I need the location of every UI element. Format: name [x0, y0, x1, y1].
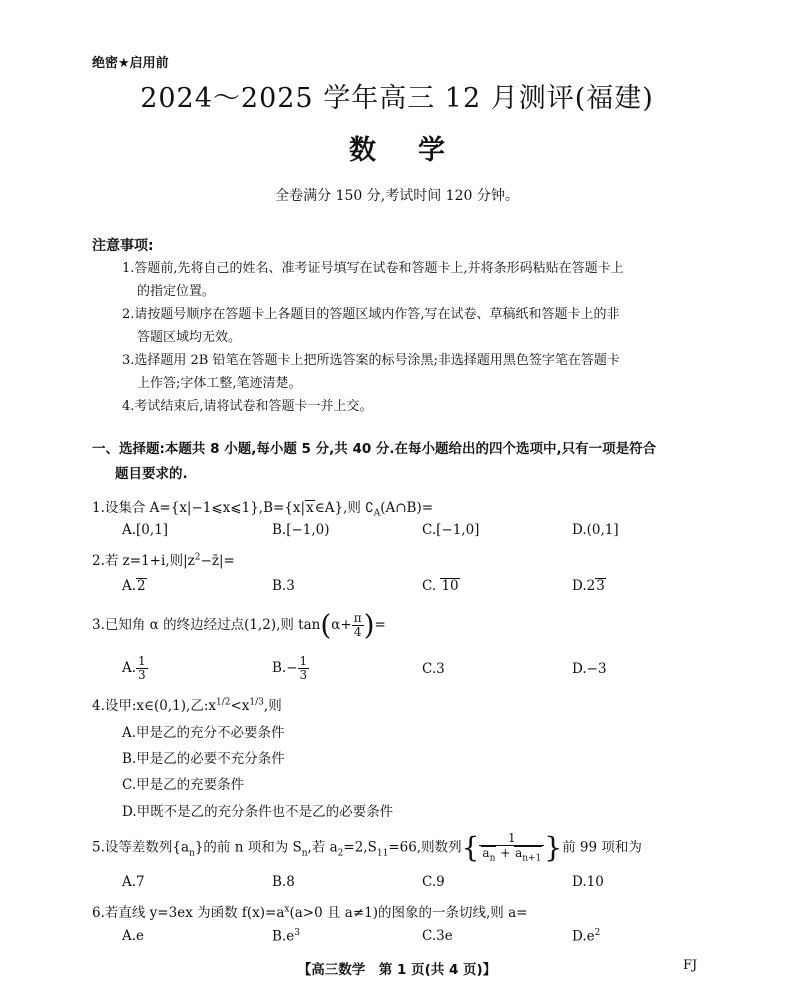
- q3-option-c: C.3: [422, 661, 445, 677]
- question-2: 2.若 z=1+i,则$|z^2-z̄|=$: [92, 552, 235, 569]
- question-6: 6.若直线 y=3ex 为函数 $f(x)=a^x(a>0$ 且 a≠1)的图象的一条切线,则 a=: [92, 904, 528, 921]
- notice-item: 答题区域均无效。: [137, 330, 242, 345]
- q3-option-a: A. $\frac{1}{3}$: [122, 654, 146, 682]
- q2-option-b: B.3: [272, 578, 295, 594]
- notice-item: 1.答题前,先将自己的姓名、准考证号填写在试卷和答题卡上,并将条形码粘贴在答题卡上: [122, 261, 624, 276]
- q1-option-c: C.[−1,0]: [422, 522, 480, 538]
- q6-option-b: $B.e^3$: [272, 928, 300, 945]
- q6-option-c: C.3e: [422, 928, 453, 944]
- q5-option-d: D.10: [572, 874, 604, 890]
- q1-option-d: D.(0,1]: [572, 522, 619, 538]
- q2-option-c: C. 10: [422, 578, 459, 594]
- subject-title: 数学: [349, 135, 487, 166]
- confidential-label: 绝密★启用前: [92, 56, 169, 71]
- region-code: FJ: [683, 958, 698, 973]
- notice-item: 上作答;字体工整,笔迹清楚。: [137, 376, 302, 391]
- exam-info: 全卷满分 150 分,考试时间 120 分钟。: [275, 188, 519, 204]
- q5-option-c: C.9: [422, 874, 445, 890]
- notice-item: 的指定位置。: [137, 284, 216, 299]
- q6-option-a: A.e: [122, 928, 145, 944]
- q2-option-d: D.23: [572, 578, 605, 594]
- q4-option-a: A.甲是乙的充分不必要条件: [122, 725, 285, 741]
- q6-option-d: $D.e^2$: [572, 928, 601, 945]
- q5-option-b: B.8: [272, 874, 295, 890]
- q1-option-b: B.[−1,0): [272, 522, 330, 538]
- exam-title: 2024～2025 学年高三 12 月测评(福建): [140, 83, 654, 114]
- notice-item: 2.请按题号顺序在答题卡上各题目的答题区域内作答,写在试卷、草稿纸和答题卡上的非: [122, 307, 620, 322]
- q4-option-b: B.甲是乙的必要不充分条件: [122, 751, 285, 767]
- question-1: 1.设集合 A={x|−1⩽x⩽1},B={x|x∈A},则 $∁_A(A\cap B)=$: [92, 500, 434, 519]
- section-heading: 一、选择题:本题共 8 小题,每小题 5 分,共 40 分.在每小题给出的四个选项中,只有一项是符合: [92, 441, 657, 457]
- q4-option-d: D.甲既不是乙的充分条件也不是乙的必要条件: [122, 804, 394, 820]
- q4-option-c: C.甲是乙的充要条件: [122, 777, 245, 793]
- q2-option-a: A.2: [122, 578, 146, 594]
- notice-title: 注意事项:: [92, 238, 154, 254]
- q5-option-a: A.7: [122, 874, 145, 890]
- q3-option-b: B.− $\frac{1}{3}$: [272, 654, 308, 682]
- question-3: 3.已知角 α 的终边经过点(1,2),则 tan(α+ $\frac{\pi}{4}$ )=: [92, 608, 386, 642]
- q1-option-a: A.[0,1]: [122, 522, 169, 538]
- notice-item: 3.选择题用 2B 铅笔在答题卡上把所选答案的标号涂黑;非选择题用黑色签字笔在答题卡: [122, 353, 620, 368]
- q3-option-d: D.−3: [572, 661, 607, 677]
- sqrt-x: x: [306, 500, 314, 516]
- question-4: 4.设甲:x∈(0,1),乙$:x^{1/2}<x^{1/3}$,则: [92, 697, 282, 714]
- page-footer: 【高三数学 第 1 页(共 4 页)】: [297, 962, 497, 978]
- notice-item: 4.考试结束后,请将试卷和答题卡一并上交。: [122, 399, 373, 414]
- question-5: 5.设等差数列$\{a_n\}$的前 n 项和为 $S_n$,若 $a_2=2,S_{11}=66$,则数列{ $\frac{1}{a_n + a_{n+1}}$ }前 99 项和为: [92, 831, 642, 865]
- section-heading-cont: 题目要求的.: [115, 466, 188, 482]
